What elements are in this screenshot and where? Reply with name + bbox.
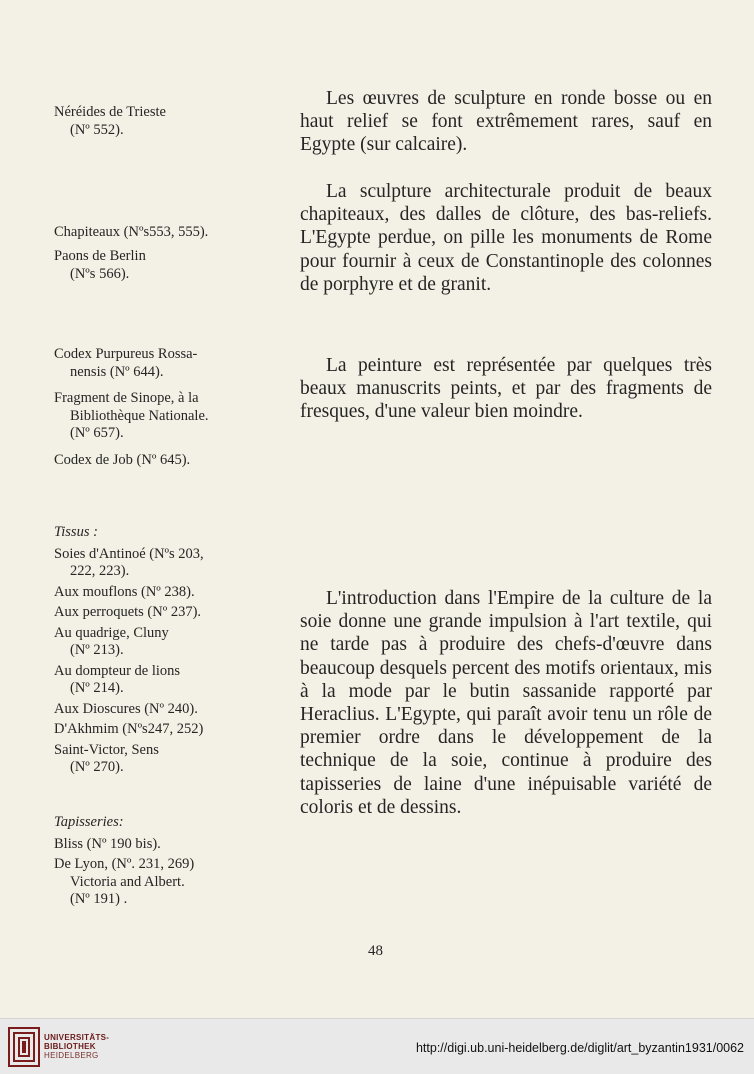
list-item — [54, 856, 264, 909]
source-url-link[interactable]: http://digi.ub.uni-heidelberg.de/diglit/art_byzantin1931/0062 — [415, 1041, 744, 1055]
note-line: (Nºs 566). — [70, 265, 130, 282]
note-line: nensis (Nº 644). — [70, 363, 164, 380]
note-codex-rossanensis — [54, 346, 264, 381]
note-nereides — [54, 104, 264, 139]
logo-line: HEIDELBERG — [44, 1051, 99, 1060]
note-line: Néréides de Trieste — [54, 104, 166, 120]
note-line: (Nº 214). — [70, 680, 124, 696]
note-sinope — [54, 390, 264, 443]
paragraph-peinture — [300, 354, 712, 424]
logo-line: UNIVERSITÄTS- — [44, 1033, 110, 1042]
note-line: Aux mouflons (Nº 238). — [54, 583, 195, 600]
note-line: (Nº 552). — [70, 121, 124, 138]
note-line: (Nº 213). — [70, 642, 124, 658]
note-line: Paons de Berlin — [54, 248, 146, 264]
note-line: Au quadrige, Cluny — [54, 624, 169, 641]
paragraph-text: Les œuvres de sculpture en ronde bosse ou en haut relief se font extrêmement rares, sauf en Egypte (sur calcaire). — [300, 88, 712, 156]
library-name[interactable] — [44, 1033, 109, 1060]
library-logo-icon[interactable] — [8, 1027, 40, 1067]
note-line: Chapiteaux (Nºs553, 555). — [54, 224, 209, 240]
note-line: (Nº 191) . — [70, 891, 128, 907]
footer-bar — [0, 1018, 754, 1074]
note-line: Saint-Victor, Sens — [54, 741, 159, 758]
note-line: Victoria and Albert. — [70, 873, 185, 890]
paragraph-text: La peinture est représentée par quelques très beaux manuscrits peints, et par des fragments de fresques, d'une valeur bien moindre. — [300, 355, 712, 423]
page-number: 48 — [368, 943, 383, 959]
note-tapisseries — [54, 814, 264, 909]
tissus-list — [54, 546, 264, 777]
list-item — [54, 663, 264, 698]
paragraph-text: La sculpture architecturale produit de beaux chapiteaux, des dalles de clôture, des bas-reliefs. L'Egypte perdue, on pille les monuments de Rome pour fournir à ceux de Constantinople des colonnes de porphyre et de granit. — [300, 181, 712, 295]
note-line: Codex de Job (Nº 645). — [54, 452, 191, 468]
tissus-heading: Tissus : — [54, 524, 98, 540]
list-item — [54, 625, 264, 660]
note-line: (Nº 657). — [70, 425, 124, 441]
note-line: Bliss (Nº 190 bis). — [54, 835, 161, 852]
list-item — [54, 604, 264, 622]
logo-line: BIBLIOTHEK — [44, 1042, 96, 1051]
note-codex-job — [54, 452, 264, 470]
paragraph-sculpture — [300, 87, 712, 157]
list-item — [54, 721, 264, 739]
tapisseries-heading: Tapisseries: — [54, 814, 124, 830]
paragraph-text: L'introduction dans l'Empire de la culture de la soie donne une grande impulsion à l'art textile, qui ne tarde pas à produire des chefs-d'œuvre dans beaucoup desquels percent des motifs orientaux, mis à la mode par le butin sassanide rapporté par Heraclius. L'Egypte, qui paraît avoir tenu un rôle de premier ordre dans le développement de la technique de la soie, continue à produire des tapisseries de laine d'une inépuisable variété de coloris et de dessins. — [300, 588, 712, 818]
list-item — [54, 546, 264, 581]
note-line: (Nº 270). — [70, 759, 124, 775]
list-item — [54, 836, 264, 854]
note-line: Soies d'Antinoé (Nºs 203, — [54, 545, 204, 562]
note-paons — [54, 248, 264, 283]
list-item — [54, 584, 264, 602]
note-line: Aux Dioscures (Nº 240). — [54, 700, 198, 717]
note-tissus — [54, 524, 264, 777]
note-line: Fragment de Sinope, à la — [54, 390, 199, 406]
list-item — [54, 701, 264, 719]
paragraph-architecture — [300, 180, 712, 296]
tapisseries-list — [54, 836, 264, 909]
note-line: De Lyon, (Nº. 231, 269) — [54, 856, 195, 872]
note-line: Codex Purpureus Rossa- — [54, 346, 198, 362]
note-line: D'Akhmim (Nºs247, 252) — [54, 721, 204, 737]
paragraph-soie — [300, 587, 712, 819]
note-line: 222, 223). — [70, 563, 130, 579]
list-item — [54, 742, 264, 777]
note-line: Au dompteur de lions — [54, 662, 181, 679]
note-line: Bibliothèque Nationale. — [70, 407, 209, 424]
note-chapiteaux — [54, 224, 264, 242]
note-line: Aux perroquets (Nº 237). — [54, 604, 202, 620]
